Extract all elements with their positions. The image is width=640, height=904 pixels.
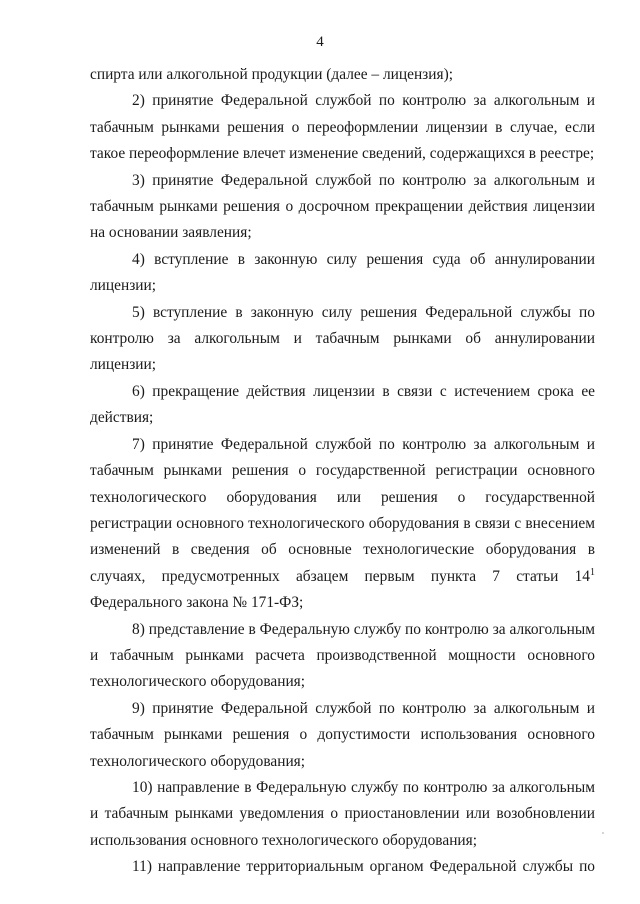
paragraph-continuation: спирта или алкогольной продукции (далее – лицензия); — [90, 66, 453, 83]
paragraph-item-4: 4) вступление в законную силу решения суда об аннулировании лицензии; — [90, 250, 595, 295]
paragraph-item-11: 11) направление территориальным органом Федеральной службы по — [132, 858, 595, 876]
paragraph-item-10: 10) направление в Федеральную службу по контролю за алкогольным и табачным рынками уведомления о приостановлении или возобновлении использования основного технологического оборудования; — [90, 778, 595, 849]
paragraph-item-3: 3) принятие Федеральной службой по контролю за алкогольным и табачным рынками решения о досрочном прекращении действия лицензии на основании заявления; — [90, 171, 595, 242]
paragraph-item-2: 2) принятие Федеральной службой по контролю за алкогольным и табачным рынками решения о переоформлении лицензии в случае, если такое переоформление влечет изменение сведений, содержащихся в реестре; — [90, 92, 595, 163]
article-superscript: 1 — [590, 566, 595, 578]
page-number: 4 — [316, 34, 324, 50]
paragraph-item-7-tail: Федерального закона № 171-ФЗ; — [90, 594, 304, 612]
paragraph-item-9: 9) принятие Федеральной службой по контролю за алкогольным и табачным рынками решения о допустимости использования основного технологического оборудования; — [90, 699, 595, 770]
paragraph-item-7-text: 7) принятие Федеральной службой по контролю за алкогольным и табачным рынками решения о государственной регистрации основного технологического оборудования или решения о государственной регистрации основного технологического оборудования в связи с внесением изменений в сведения об основные технологические оборудования в случаях, предусмотренных абзацем первым пункта 7 статьи 14 — [90, 435, 595, 585]
paragraph-item-6: 6) прекращение действия лицензии в связи с истечением срока ее действия; — [90, 382, 595, 427]
paragraph-item-7 — [90, 432, 595, 617]
paragraph-item-5: 5) вступление в законную силу решения Федеральной службы по контролю за алкогольным и табачным рынками об аннулировании лицензии; — [90, 303, 595, 374]
scan-speck — [602, 832, 604, 834]
document-body — [90, 62, 595, 881]
paragraph-item-8: 8) представление в Федеральную службу по контролю за алкогольным и табачным рынками расчета производственной мощности основного технологического оборудования; — [90, 620, 595, 691]
